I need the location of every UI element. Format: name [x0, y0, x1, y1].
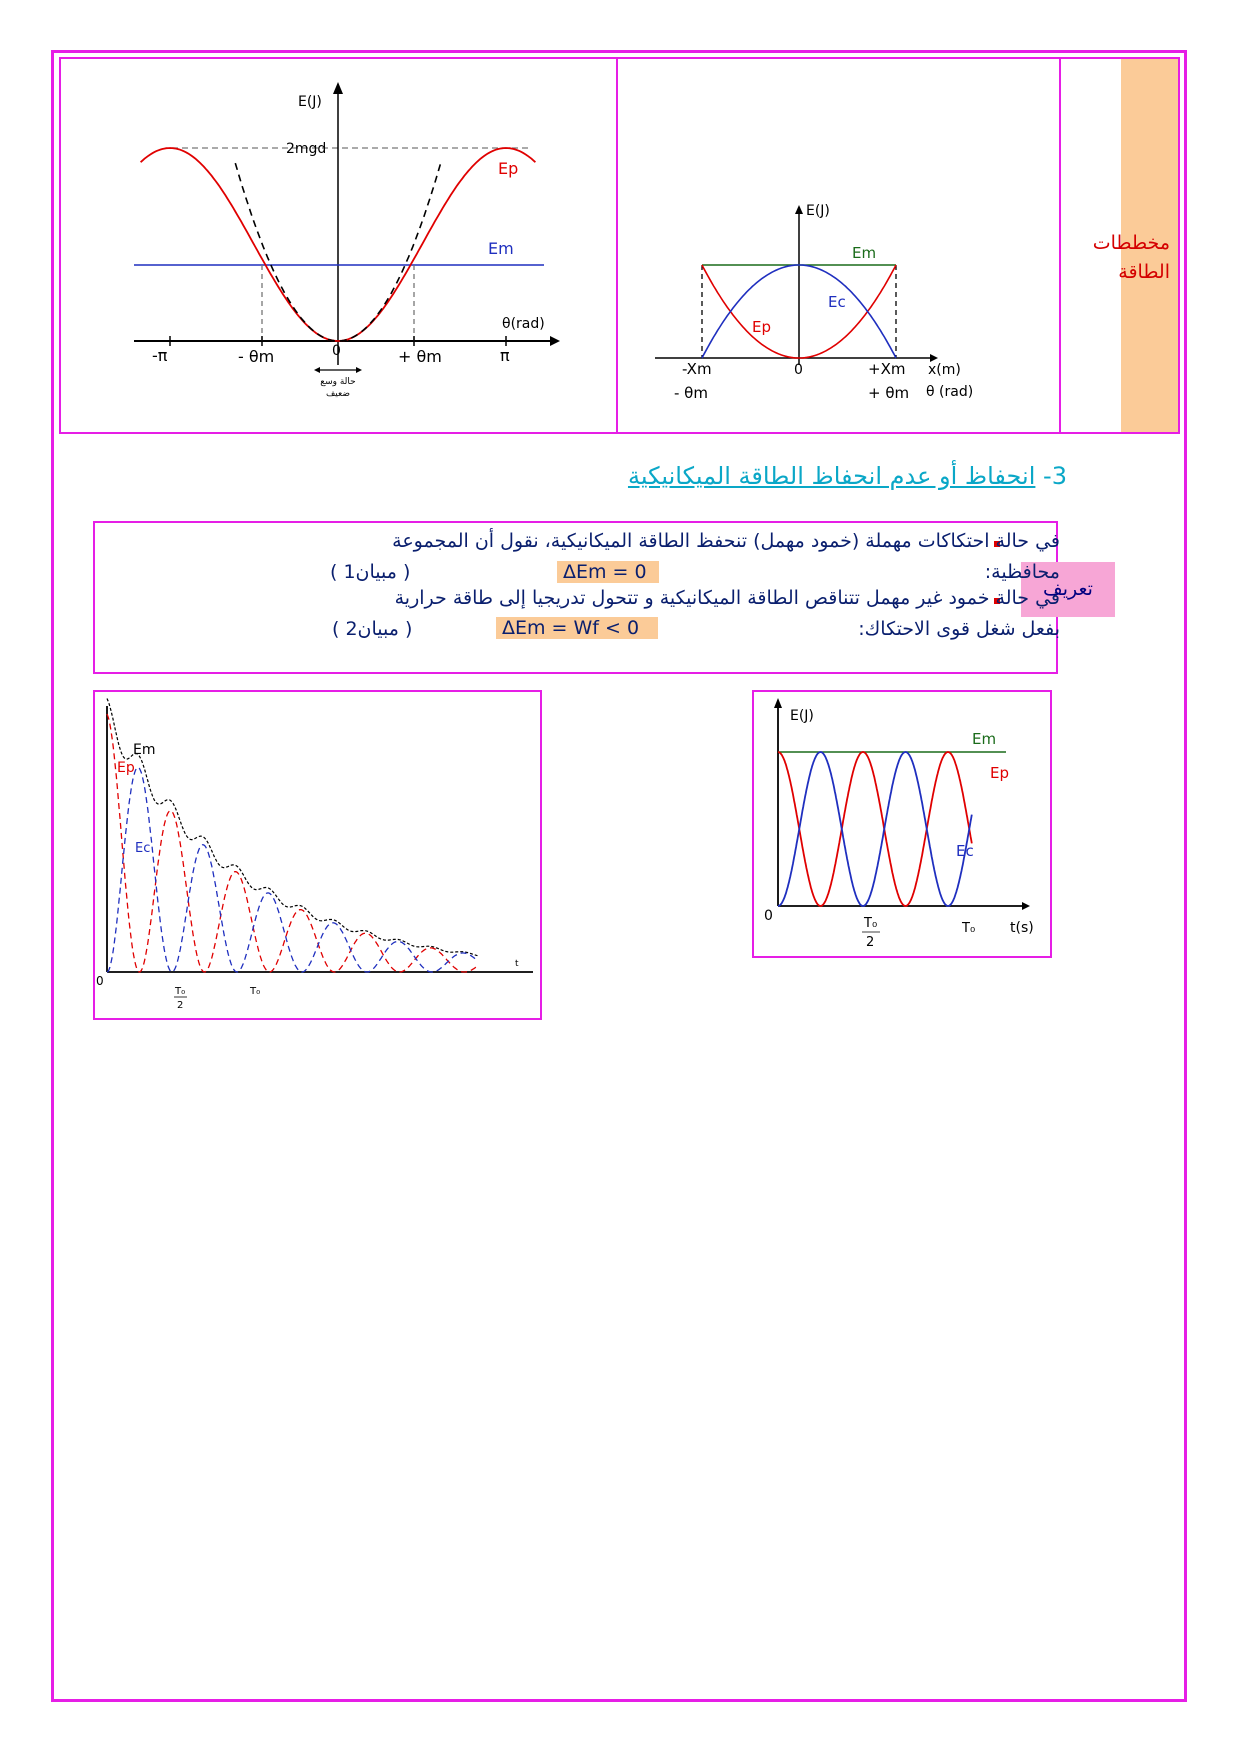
ep-label: Ep: [990, 764, 1009, 782]
definition-line: في حالة خمود غير مهمل تتناقص الطاقة الميكانيكية و تتحول تدريجيا إلى طاقة حرارية: [394, 587, 1060, 609]
section-title: [628, 462, 1067, 490]
tick-half-period: T₀: [864, 916, 878, 931]
small-angle-note: حالة وسع: [320, 377, 356, 387]
ec-label: Ec: [828, 293, 846, 311]
axis-end-label: t: [515, 959, 519, 969]
y-axis-label: E(J): [790, 708, 814, 724]
origin-label: 0: [764, 908, 773, 924]
section-number: 3-: [1043, 462, 1067, 490]
origin-label: 0: [96, 974, 104, 988]
ep-label: Ep: [117, 760, 135, 776]
energy-diagrams-label: مخططات الطاقة: [1092, 232, 1170, 283]
energy-time-graph: [752, 690, 1052, 958]
x-axis-label: t(s): [1010, 920, 1034, 936]
x-axis-label: x(m): [928, 362, 961, 378]
level-label: 2mgd: [286, 141, 327, 157]
damped-oscillation-graph: [93, 690, 542, 1020]
section-title-text: انحفاظ أو عدم انحفاظ الطاقة الميكانيكية: [627, 462, 1036, 490]
tick-zero: 0: [332, 343, 341, 359]
tick-right: +Xm: [868, 360, 906, 378]
tick-left: -Xm: [682, 360, 712, 378]
tick-plus-theta-m: + θm: [398, 347, 442, 366]
small-angle-note: ضعيف: [325, 389, 351, 399]
spring-energy-graph: [618, 60, 1058, 430]
time-curves: [778, 752, 972, 906]
pendulum-energy-graph: [62, 60, 615, 430]
formula-conservation: ΔEm = 0: [557, 561, 659, 583]
tick-period: T₀: [250, 986, 261, 997]
ep-curve: [778, 752, 972, 906]
em-curve: [107, 699, 478, 956]
graph-reference: ( مبيان1 ): [330, 561, 411, 583]
ec-label: Ec: [956, 842, 974, 860]
tick-zero: 0: [794, 362, 803, 378]
tick-right-theta: + θm: [868, 384, 910, 402]
graph-reference: ( مبيان2 ): [332, 618, 413, 640]
em-label: Em: [972, 730, 997, 748]
ep-curve: [107, 714, 478, 972]
ec-curve: [778, 752, 972, 906]
tick-minus-theta-m: - θm: [238, 347, 275, 366]
energy-diagrams-label-cell: [1092, 59, 1178, 432]
y-axis-label: E(J): [298, 94, 322, 110]
definition-tag: تعريف: [1021, 562, 1115, 617]
tick-half-period: T₀: [175, 986, 186, 997]
em-label: Em: [852, 244, 877, 262]
cell-divider: [1059, 59, 1061, 432]
x-axis-label: θ(rad): [502, 316, 545, 332]
em-label: Em: [488, 239, 514, 258]
formula-dissipation: ΔEm = Wf < 0: [496, 617, 658, 639]
tick-left-theta: - θm: [674, 384, 708, 402]
definition-line: بفعل شغل قوى الاحتكاك:: [858, 618, 1060, 640]
ec-label: Ec: [135, 841, 151, 856]
em-label: Em: [133, 742, 156, 758]
tick-pi: π: [500, 346, 510, 365]
tick-period: T₀: [962, 921, 976, 936]
definition-line: محافظية:: [984, 561, 1060, 583]
tick-half-period-denominator: 2: [866, 935, 875, 950]
definition-line: في حالة احتكاكات مهملة (خمود مهمل) تنحفظ الطاقة الميكانيكية، نقول أن المجموعة: [392, 530, 1060, 552]
ep-label: Ep: [752, 318, 771, 336]
y-axis-label: E(J): [806, 203, 830, 219]
tick-minus-pi: -π: [152, 346, 168, 365]
x-axis-label-theta: θ (rad): [926, 384, 974, 400]
ec-curve: [107, 767, 478, 972]
tick-half-period-denominator: 2: [177, 1000, 184, 1011]
damped-curves: [107, 699, 478, 973]
ep-label: Ep: [498, 159, 519, 178]
